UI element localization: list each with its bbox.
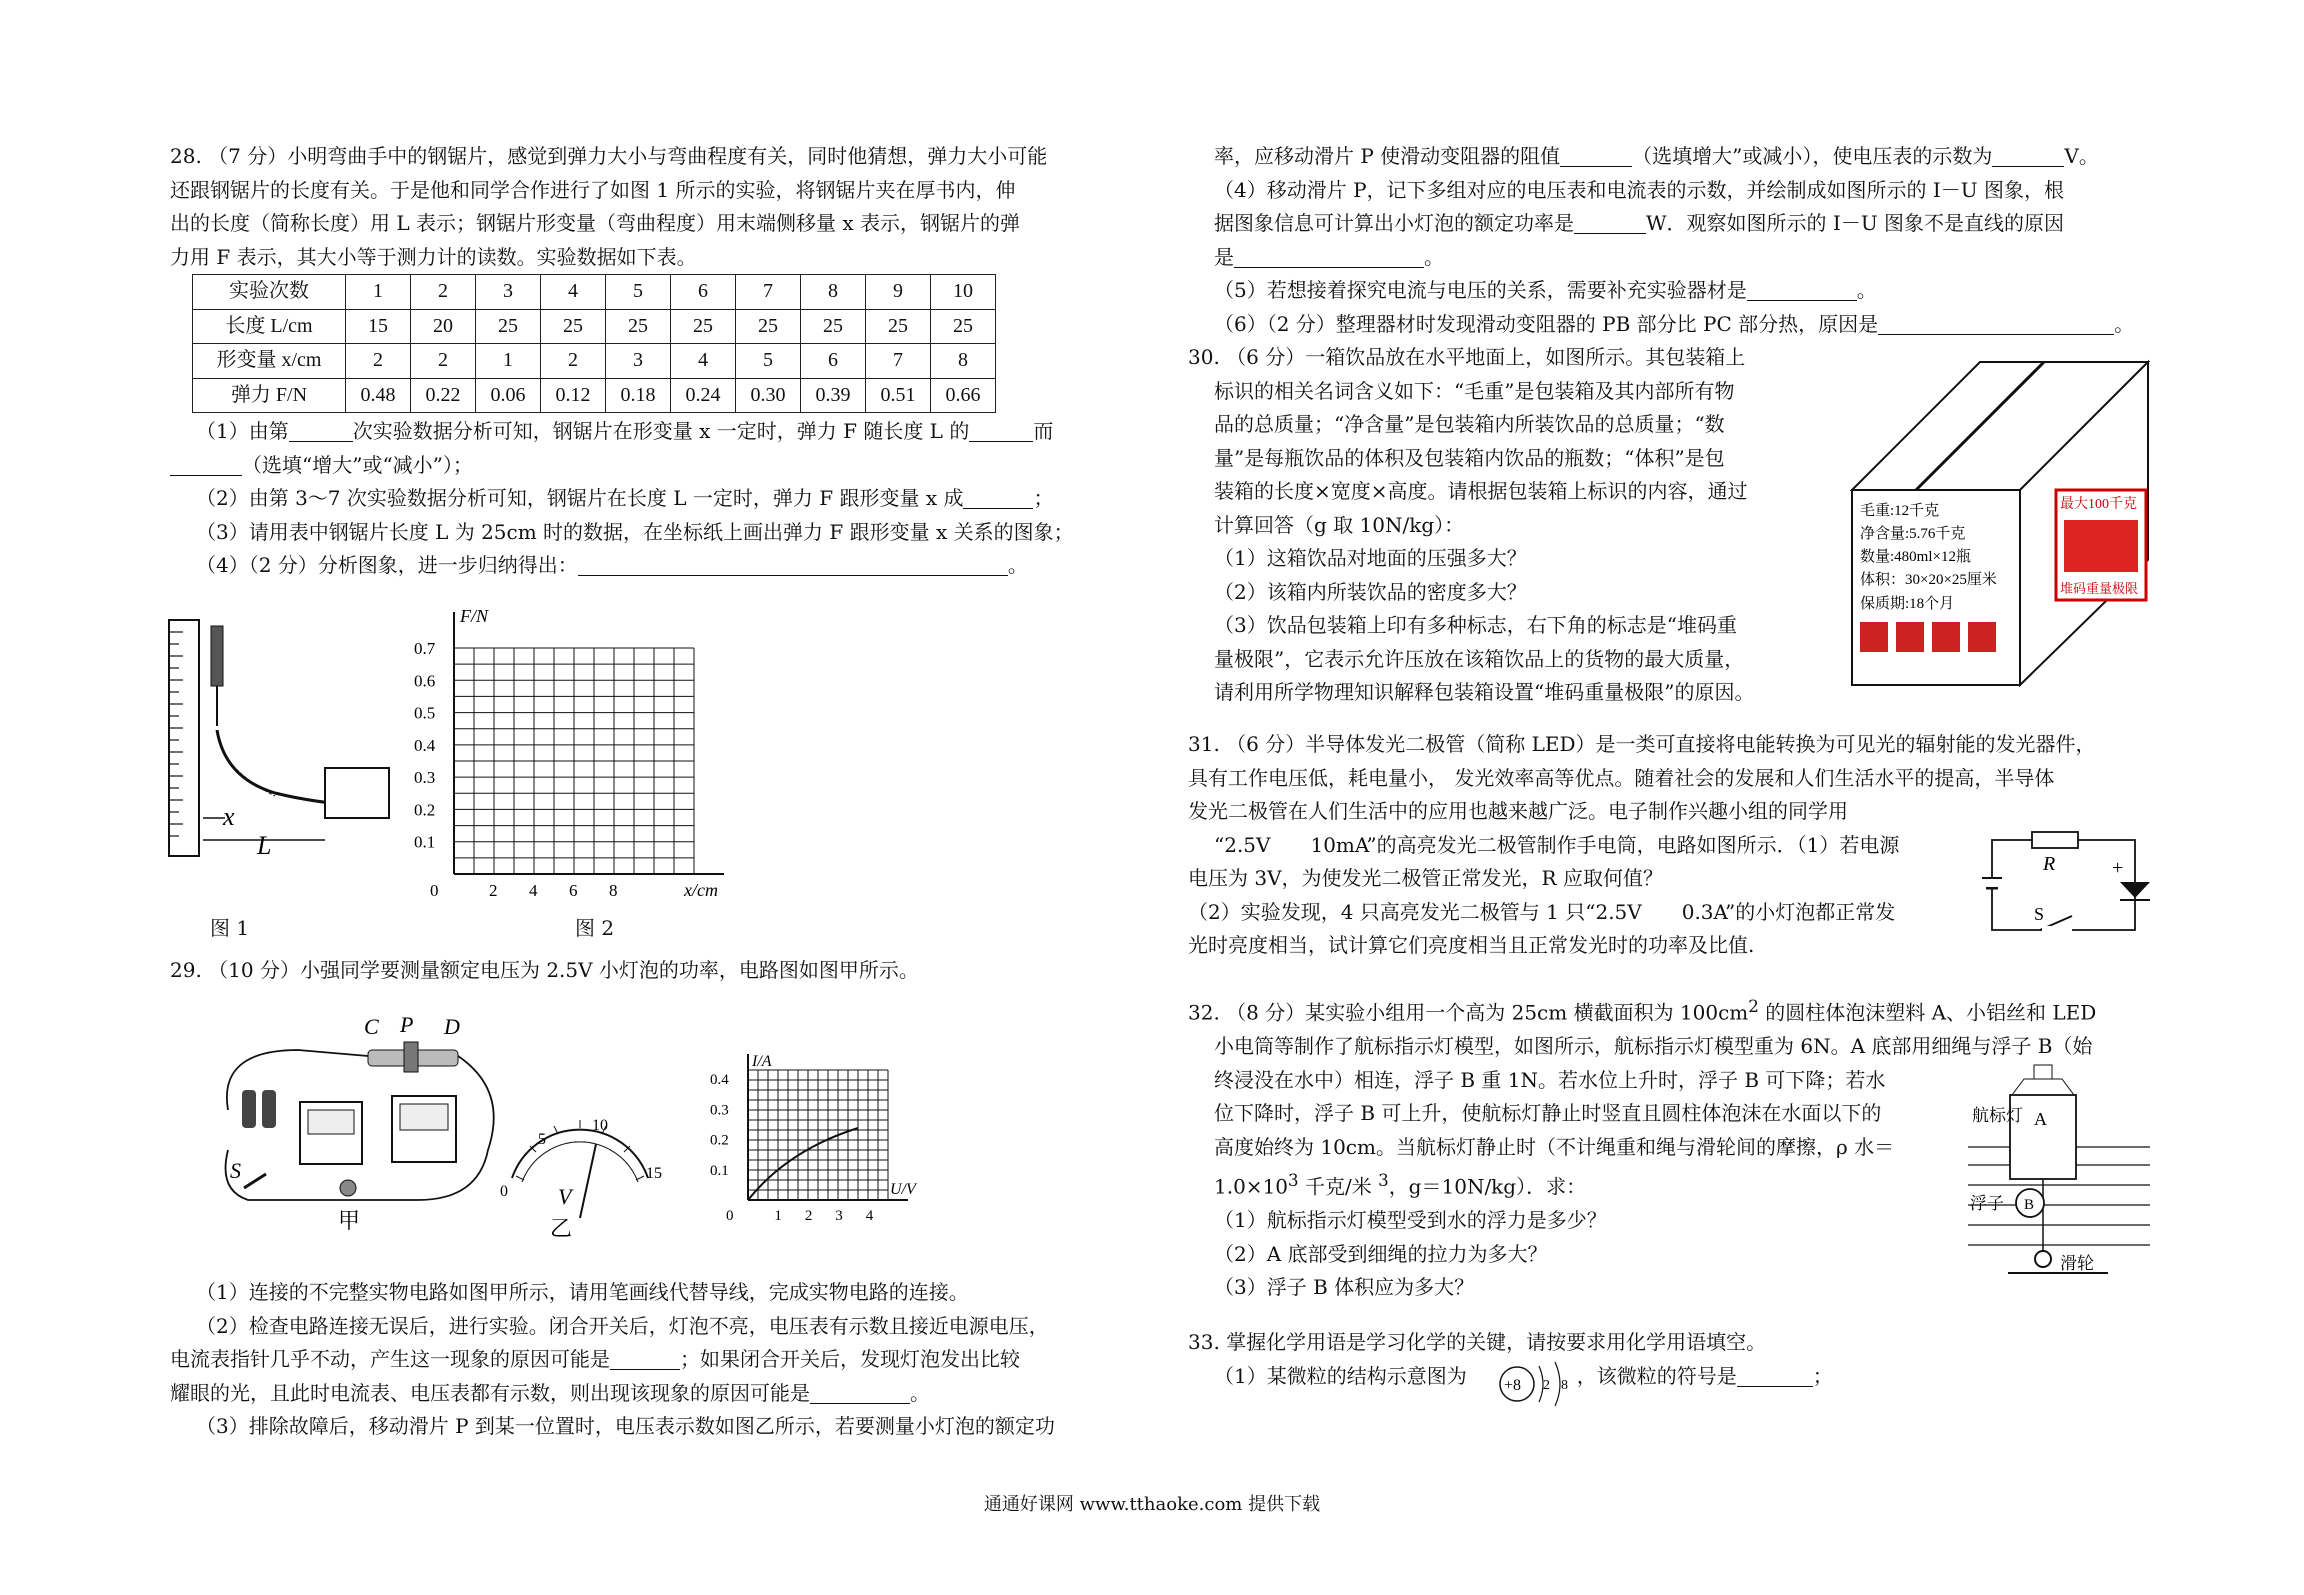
label-C: C: [364, 1014, 379, 1039]
q30-line-7: （1）这箱饮品对地面的压强多大？: [1214, 546, 1527, 570]
q29-sub2-l2-a: 电流表指针几乎不动，产生这一现象的原因可能是: [170, 1347, 610, 1371]
led-plus: +: [2112, 857, 2124, 879]
table-cell: 25: [606, 309, 671, 344]
q28-sub2-end: ；: [1033, 486, 1054, 510]
table-cell: 8: [801, 275, 866, 310]
q29-sub2-l3: [170, 1377, 1130, 1411]
q28-sub1-text-d: （选填“增大”或“减小”）；: [242, 452, 473, 477]
label-float: 浮子: [1970, 1194, 2004, 1213]
stack-limit-small-icon: [1968, 622, 1996, 652]
iu-y-tick: 0.3: [710, 1102, 729, 1119]
table-cell: 0.66: [931, 378, 996, 413]
table-cell: 3: [606, 344, 671, 379]
q29-sub4-l3-a: 是: [1214, 244, 1234, 269]
q29-sub3-l2-b: （选填增大”或减小），使电压表的示数为: [1632, 144, 1993, 168]
q31-line-4: “2.5V 10mA”的高亮发光二极管制作手电筒，电路如图所示．（1）若电源: [1214, 832, 1900, 857]
table-cell: 9: [866, 275, 931, 310]
q29-sub5-b: 。: [1856, 278, 1877, 302]
blade-guide: [217, 730, 275, 796]
q29-sub3-l1: （3）排除故障后，移动滑片 P 到某一位置时，电压表示数如图乙所示，若要测量小灯泡的额定功: [196, 1414, 1055, 1438]
meter-V-label: V: [558, 1184, 572, 1209]
ammeter-dial: [308, 1110, 354, 1134]
fig1-x-label: x: [223, 802, 235, 831]
table-cell: 1: [476, 344, 541, 379]
table-cell: 3: [476, 275, 541, 310]
q32-line-1-a: 32. （8 分）某实验小组用一个高为 25cm 横截面积为 100cm: [1188, 1000, 1749, 1025]
q32-line-1-b: 的圆柱体泡沫塑料 A、小铝丝和 LED: [1758, 1000, 2097, 1025]
q28-line-3: 出的长度（简称长度）用 L 表示；钢锯片形变量（弯曲程度）用末端侧移量 x 表示，钢锯片的弹: [170, 211, 1020, 235]
q31-line-2: 具有工作电压低，耗电量小， 发光效率高等优点。随着社会的发展和人们生活水平的提高，半导体: [1188, 765, 2055, 790]
table-cell: 0.24: [671, 378, 736, 413]
q31-line-3: 发光二极管在人们生活中的应用也越来越广泛。电子制作兴趣小组的同学用: [1188, 799, 1848, 823]
iu-x-tick: 3: [835, 1208, 843, 1224]
table-cell: 4: [671, 344, 736, 379]
table-cell: 0.18: [606, 378, 671, 413]
q28-sub4-text: （4）（2 分）分析图象，进一步归纳得出：: [196, 553, 578, 577]
table-cell: 5: [606, 275, 671, 310]
iu-x-tick: 4: [865, 1208, 874, 1224]
q31-line-1: 31. （6 分）半导体发光二极管（简称 LED）是一类可直接将电能转换为可见光的辐射能的发光器件，: [1188, 732, 2096, 756]
q31-line-7: 光时亮度相当，试计算它们亮度相当且正常发光时的功率及比值.: [1188, 933, 1755, 957]
battery-cell: [262, 1090, 276, 1128]
q29-sub2-l1: （2）检查电路连接无误后，进行实验。闭合开关后，灯泡不亮，电压表有示数且接近电源电压，: [196, 1313, 1049, 1338]
q30-text: [1188, 341, 1828, 710]
pulley: [2035, 1251, 2051, 1267]
table-cell: 6: [671, 275, 736, 310]
iu-y-label: I/A: [752, 1053, 772, 1070]
label-D: D: [444, 1014, 460, 1039]
q29-iu-graph: [708, 1050, 938, 1230]
q30-line-2: 标识的相关名词含义如下：“毛重”是包装箱及其内部所有物: [1214, 378, 1735, 403]
q29-sub6-b: 。: [2114, 311, 2135, 336]
answer-blank[interactable]: [1737, 1362, 1813, 1387]
label-lamp: 航标灯: [1972, 1106, 2023, 1125]
table-cell: 5: [736, 344, 801, 379]
iu-x-label: U/V: [890, 1181, 916, 1198]
q28-sub4-end: 。: [1007, 553, 1028, 577]
table-cell: 2: [346, 344, 411, 379]
box-label-net: 净含量:5.76千克: [1860, 526, 1966, 542]
q32-line-6-a: 1.0×10: [1214, 1174, 1289, 1199]
meter-tick-10: 10: [592, 1117, 608, 1134]
q28-line-1: 28. （7 分）小明弯曲手中的钢锯片，感觉到弹力大小与弯曲程度有关，同时他猜想，弹力大小可能: [170, 144, 1048, 168]
meter-arc: [512, 1130, 648, 1178]
q29-figure-jia: [218, 1010, 498, 1233]
q28-sub4: [170, 549, 1120, 583]
q30-line-1: 30. （6 分）一箱饮品放在水平地面上，如图所示。其包装箱上: [1188, 345, 1746, 369]
box-label-shelf: 保质期:18个月: [1860, 596, 1955, 612]
box-label-qty: 数量:480ml×12瓶: [1860, 549, 1971, 565]
x-tick-label: 4: [529, 881, 538, 900]
beacon-cap: [2034, 1065, 2052, 1079]
y-tick-label: 0.6: [414, 671, 436, 691]
table-cell: 25: [476, 309, 541, 344]
q29-sub3-l2-a: 率，应移动滑片 P 使滑动变阻器的阻值: [1214, 144, 1561, 168]
q32-line-5: 高度始终为 10cm。当航标灯静止时（不计绳重和绳与滑轮间的摩擦，ρ 水＝: [1214, 1134, 1895, 1159]
q33-atom-structure: [1495, 1356, 1595, 1416]
q28-sub1-text-a: （1）由第: [196, 419, 289, 443]
q28-sub2-text: （2）由第 3～7 次实验数据分析可知，钢锯片在长度 L 一定时，弹力 F 跟形变量 x 成: [196, 486, 964, 510]
table-row-label: 实验次数: [193, 275, 346, 310]
table-cell: 0.12: [541, 378, 606, 413]
label-yi: 乙: [550, 1216, 573, 1241]
answer-blank[interactable]: [289, 417, 353, 442]
q30-line-3: 品的总质量；“净含量”是包装箱内所装饮品的总质量；“数: [1214, 412, 1725, 436]
answer-blank[interactable]: [810, 1379, 910, 1404]
q28-sub2: [170, 482, 1120, 516]
table-row: [193, 309, 996, 344]
q29-sub3-l2: [1188, 140, 2150, 174]
q32-line-6-b: 千克/米: [1298, 1174, 1379, 1199]
q33-text: [1188, 1326, 2150, 1393]
left-column: [170, 140, 1120, 583]
q28-sub3: （3）请用表中钢锯片长度 L 为 25cm 时的数据，在坐标纸上画出弹力 F 跟形变量 x 关系的图象；: [196, 519, 1074, 544]
q30-box-figure: [1850, 360, 2150, 690]
x-tick-label: 8: [609, 881, 618, 900]
x-tick-label: 2: [489, 881, 498, 900]
q29-sub3-l2-c: V。: [2064, 144, 2099, 168]
answer-blank[interactable]: [1574, 209, 1646, 234]
label-B: B: [2024, 1197, 2035, 1213]
table-cell: 2: [541, 344, 606, 379]
resistor: [2032, 832, 2078, 848]
q30-line-6: 计算回答（g 取 10N/kg）：: [1214, 512, 1465, 537]
table-cell: 0.30: [736, 378, 801, 413]
table-cell: 8: [931, 344, 996, 379]
table-cell: 20: [411, 309, 476, 344]
battery-gap: [1982, 879, 2002, 887]
iu-y-tick: 0.2: [710, 1132, 729, 1149]
iu-x-tick: 2: [804, 1208, 813, 1224]
table-row-label: 长度 L/cm: [193, 309, 346, 344]
table-row: [193, 344, 996, 379]
iu-curve: [748, 1128, 858, 1200]
y-tick-label: 0.7: [414, 639, 436, 658]
meter-tick-5: 5: [538, 1131, 546, 1148]
q29-sub4-l2-b: W．观察如图所示的 I－U 图象不是直线的原因: [1646, 211, 2065, 235]
iu-y-tick: 0.1: [710, 1162, 729, 1179]
y-tick-label: 0.5: [414, 703, 436, 723]
book-clamp: [325, 768, 389, 818]
table-cell: 0.06: [476, 378, 541, 413]
table-cell: 15: [346, 309, 411, 344]
table-cell: 2: [411, 275, 476, 310]
q29-sub2-l3-a: 耀眼的光，且此时电流表、电压表都有示数，则出现该现象的原因可能是: [170, 1380, 810, 1405]
table-row: [193, 378, 996, 413]
table-cell: 0.48: [346, 378, 411, 413]
beacon-lamp: [2012, 1079, 2074, 1095]
keep-dry-icon: [1932, 622, 1960, 652]
voltmeter-dial: [400, 1104, 448, 1130]
table-cell: 6: [801, 344, 866, 379]
q31-line-5: 电压为 3V，为使发光二极管正常发光，R 应取何值？: [1188, 866, 1663, 890]
switch-gap: [2042, 926, 2072, 934]
circuit-loop: [1992, 840, 2135, 930]
q28-figure-1: [165, 618, 390, 863]
label-pulley: 滑轮: [2060, 1254, 2094, 1273]
table-cell: 1: [346, 275, 411, 310]
q32-sup-1: 3: [1288, 1171, 1299, 1191]
table-cell: 25: [931, 309, 996, 344]
table-cell: 25: [736, 309, 801, 344]
q29-sub5: [1188, 274, 2150, 308]
stack-limit-block: [2064, 520, 2138, 572]
q32-line-6-c: ，g＝10N/kg）．求：: [1388, 1174, 1587, 1199]
y-tick-label: 0.4: [414, 735, 436, 755]
x-tick-label: 6: [569, 881, 578, 900]
q33-sub1-a: （1）某微粒的结构示意图为: [1214, 1363, 1467, 1388]
table-cell: 25: [671, 309, 736, 344]
label-S: S: [230, 1158, 241, 1183]
q33-sub1: [1188, 1360, 2150, 1394]
shell-1: 2: [1543, 1378, 1550, 1393]
iu-y-tick: 0.4: [710, 1072, 729, 1089]
shell-2: 8: [1561, 1378, 1568, 1393]
q32-line-2: 小电筒等制作了航标指示灯模型，如图所示，航标指示灯模型重为 6N。A 底部用细绳与浮子 B（始: [1214, 1034, 2093, 1059]
table-cell: 7: [736, 275, 801, 310]
y-tick-label: 0.3: [414, 768, 436, 788]
label-P: P: [400, 1012, 414, 1037]
q29-sub6: [1188, 308, 2150, 342]
q32-line-3: 终浸没在水中）相连，浮子 B 重 1N。若水位上升时，浮子 B 可下降；若水: [1214, 1067, 1886, 1092]
q29-sub1: （1）连接的不完整实物电路如图甲所示，请用笔画线代替导线，完成实物电路的连接。: [196, 1280, 969, 1304]
q28-sub1-cont: [170, 449, 1120, 483]
fig2-caption: 图 2: [575, 916, 615, 940]
q32-line-4: 位下降时，浮子 B 可上升，使航标灯静止时竖直且圆柱体泡沫在水面以下的: [1214, 1101, 1882, 1126]
table-row-label: 弹力 F/N: [193, 378, 346, 413]
fig1-L-label: L: [257, 831, 272, 860]
q32-line-1: [1188, 990, 2150, 1030]
q30-line-10: 量极限”，它表示允许压放在该箱饮品上的货物的最大质量，: [1214, 646, 1745, 671]
answer-blank[interactable]: [1234, 243, 1424, 268]
q33-sub1-c: ；: [1812, 1363, 1833, 1388]
nucleus-charge: +8: [1504, 1377, 1522, 1394]
q29-sub2-l3-b: 。: [910, 1380, 930, 1405]
circuit-S-label: S: [2034, 904, 2045, 924]
q30-line-5: 装箱的长度×宽度×高度。请根据包装箱上标识的内容，通过: [1214, 479, 1748, 503]
circuit-R-label: R: [2043, 853, 2056, 875]
answer-blank[interactable]: [610, 1345, 680, 1370]
q32-line-8: （2）A 底部受到细绳的拉力为多大？: [1214, 1241, 1548, 1266]
q29-sub4-l2-a: 据图象信息可计算出小灯泡的额定功率是: [1214, 211, 1574, 235]
box-label-volume: 体积：30×20×25厘米: [1860, 572, 1997, 588]
q29-figure-yi-voltmeter: [498, 1100, 668, 1240]
q33-title: 33. 掌握化学用语是学习化学的关键，请按要求用化学用语填空。: [1188, 1330, 1767, 1354]
table-cell: 25: [866, 309, 931, 344]
origin-label: 0: [430, 881, 439, 900]
q30-line-11: 请利用所学物理知识解释包装箱设置“堆码重量极限”的原因。: [1214, 680, 1755, 704]
q28-figure-2-grid: [410, 606, 740, 900]
stack-limit-bottom: 堆码重量极限: [2060, 581, 2139, 596]
q28-sub1: [170, 415, 1120, 449]
table-cell: 0.22: [411, 378, 476, 413]
table-cell: 7: [866, 344, 931, 379]
table-row-label: 形变量 x/cm: [193, 344, 346, 379]
q29-title: 29. （10 分）小强同学要测量额定电压为 2.5V 小灯泡的功率，电路图如图甲所示。: [170, 958, 919, 982]
meter-tick-0: 0: [500, 1183, 508, 1200]
q28-sub1-text-b: 次实验数据分析可知，钢锯片在形变量 x 一定时，弹力 F 随长度 L 的: [352, 419, 970, 443]
table-cell: 25: [541, 309, 606, 344]
iu-origin: 0: [726, 1208, 734, 1224]
q29-text-block: [170, 1276, 1130, 1444]
q29-sub4-l2: [1188, 207, 2150, 241]
q28-sub1-text-c: 而: [1033, 419, 1054, 443]
q32-sup-2: 3: [1378, 1171, 1389, 1191]
answer-blank[interactable]: [963, 484, 1033, 509]
spring-scale: [211, 626, 223, 686]
q28-data-table: [192, 274, 996, 413]
answer-blank[interactable]: [1992, 142, 2064, 167]
shell-arc-2: [1555, 1362, 1560, 1406]
label-A: A: [2034, 1109, 2047, 1129]
y-axis-label: F/N: [460, 606, 489, 626]
q29-sub4-l1: （4）移动滑片 P，记下多组对应的电压表和电流表的示数，并绘制成如图所示的 I－U 图象，根: [1214, 177, 2065, 202]
box-label-gross: 毛重:12千克: [1860, 503, 1940, 519]
q28-line-2: 还跟钢锯片的长度有关。于是他和同学合作进行了如图 1 所示的实验，将钢锯片夹在厚书内，伸: [170, 177, 1016, 202]
q32-line-9: （3）浮子 B 体积应为多大？: [1214, 1275, 1475, 1300]
answer-blank[interactable]: [1878, 310, 2114, 335]
table-cell: 25: [801, 309, 866, 344]
answer-blank[interactable]: [578, 551, 1008, 576]
q31-circuit-figure: [1980, 820, 2150, 950]
table-cell: 0.39: [801, 378, 866, 413]
q33-sub1-b: ，该微粒的符号是: [1576, 1363, 1737, 1388]
answer-blank[interactable]: [1560, 142, 1632, 167]
fragile-icon: [1860, 622, 1888, 652]
x-axis-label: x/cm: [684, 880, 718, 900]
q29-sub4-l3: [1188, 241, 2150, 275]
q30-line-4: 量”是每瓶饮品的体积及包装箱内饮品的瓶数；“体积”是包: [1214, 445, 1725, 470]
answer-blank[interactable]: [969, 417, 1033, 442]
meter-tick-15: 15: [646, 1165, 662, 1182]
table-cell: 10: [931, 275, 996, 310]
q29-sub6-a: （6）（2 分）整理器材时发现滑动变阻器的 PB 部分比 PC 部分热，原因是: [1214, 311, 1879, 336]
fig1-caption: 图 1: [210, 916, 250, 940]
this-way-up-icon: [1896, 622, 1924, 652]
q32-beacon-figure: [1968, 1055, 2150, 1280]
q30-line-8: （2）该箱内所装饮品的密度多大？: [1214, 579, 1527, 604]
meter-needle: [580, 1144, 596, 1218]
page-footer: 通通好课网 www.tthaoke.com 提供下载: [983, 1494, 1321, 1515]
table-cell: 2: [411, 344, 476, 379]
lamp-socket: [340, 1180, 356, 1196]
rheostat-slider: [404, 1042, 418, 1072]
q32-sup: 2: [1748, 997, 1759, 1016]
iu-x-tick: 1: [774, 1208, 782, 1224]
y-tick-label: 0.1: [414, 832, 436, 852]
battery-cell: [242, 1090, 256, 1128]
q28-line-4: 力用 F 表示，其大小等于测力计的读数。实验数据如下表。: [170, 244, 697, 269]
y-tick-label: 0.2: [414, 800, 436, 820]
table-cell: 0.51: [866, 378, 931, 413]
q29-sub5-a: （5）若想接着探究电流与电压的关系，需要补充实验器材是: [1214, 278, 1747, 302]
q29-sub2-l2-b: ；如果闭合开关后，发现灯泡发出比较: [680, 1347, 1020, 1371]
q29-sub2-l2: [170, 1343, 1130, 1377]
q32-line-7: （1）航标指示灯模型受到水的浮力是多少？: [1214, 1208, 1607, 1233]
switch: [244, 1174, 266, 1188]
answer-blank[interactable]: [1747, 276, 1857, 301]
label-jia: 甲: [338, 1208, 361, 1233]
table-cell: 4: [541, 275, 606, 310]
led-symbol: [2120, 882, 2150, 898]
answer-blank[interactable]: [170, 451, 242, 476]
q31-line-6: （2）实验发现，4 只高亮发光二极管与 1 只“2.5V 0.3A”的小灯泡都正常发: [1188, 899, 1896, 924]
q30-line-9: （3）饮品包装箱上印有多种标志，右下角的标志是“堆码重: [1214, 613, 1737, 637]
stack-limit-top: 最大100千克: [2060, 497, 2137, 512]
q29-sub4-l3-b: 。: [1424, 244, 1444, 269]
table-row: [193, 275, 996, 310]
